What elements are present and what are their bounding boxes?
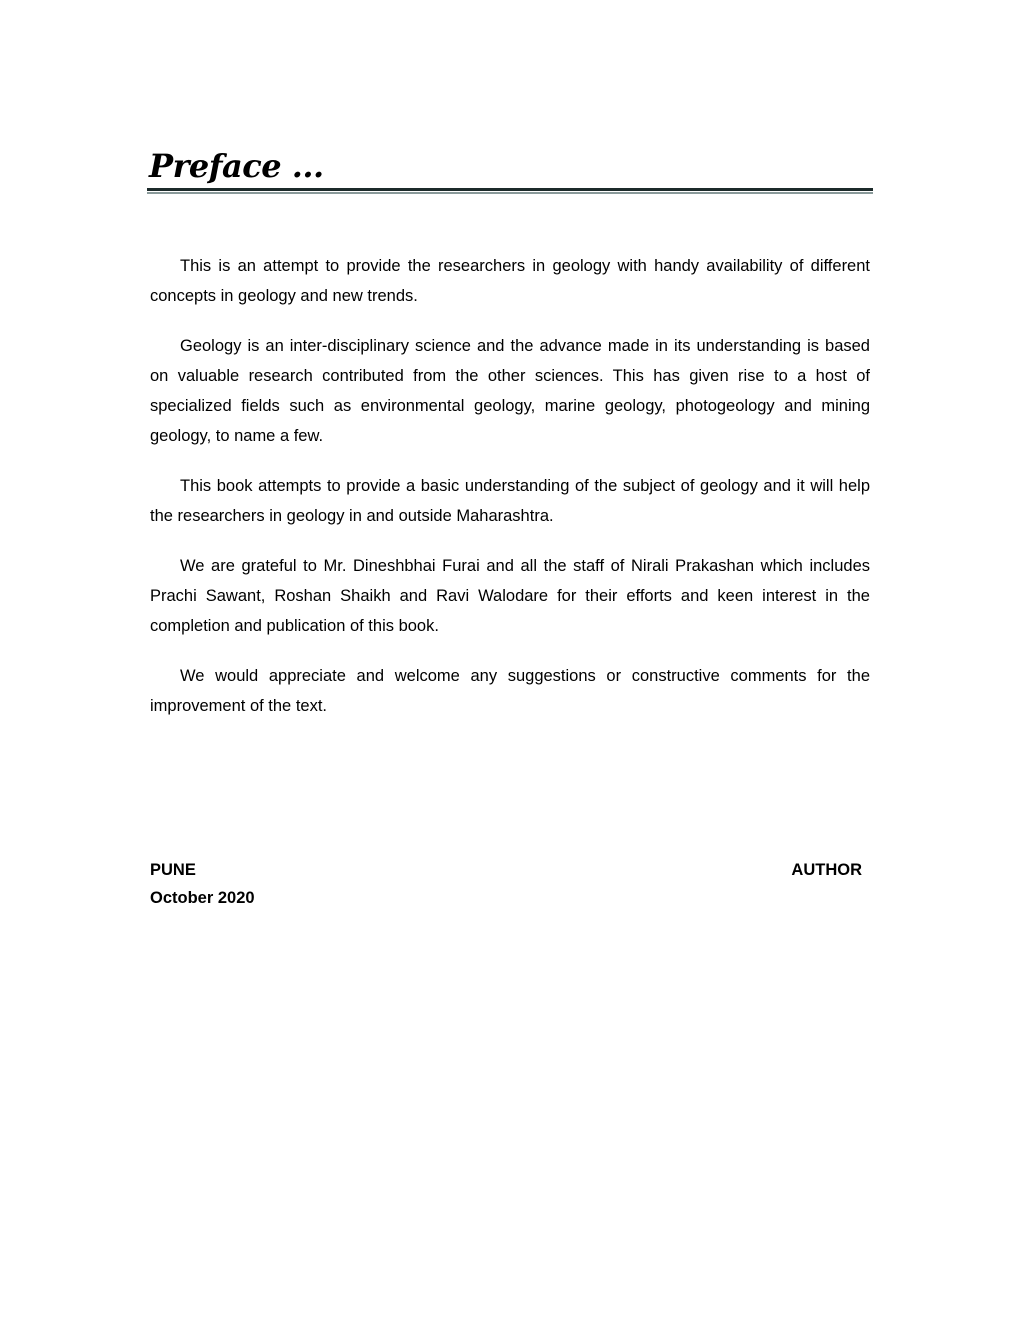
title-underline (147, 188, 873, 191)
paragraph-1: This is an attempt to provide the researchers in geology with handy availability of different concepts in geology and new trends. (150, 257, 870, 305)
signature-place-date (150, 856, 255, 912)
signature-author: AUTHOR (791, 861, 862, 879)
signature-place: PUNE (150, 861, 196, 879)
paragraph-3: This book attempts to provide a basic understanding of the subject of geology and it will help the researchers in geology in and outside Maharashtra. (150, 477, 870, 525)
preface-body (150, 251, 870, 741)
paragraph-2: Geology is an inter-disciplinary science and the advance made in its understanding is based on valuable research contributed from the other sciences. This has given rise to a host of specialized fields such as environmental geology, marine geology, photogeology and mining geology, to name a few. (150, 337, 870, 445)
paragraph-5: We would appreciate and welcome any suggestions or constructive comments for the improvement of the text. (150, 667, 870, 715)
title-underline-shadow (147, 192, 873, 194)
signature-date: October 2020 (150, 889, 255, 907)
page-title: Preface ... (149, 147, 324, 185)
paragraph-4: We are grateful to Mr. Dineshbhai Furai and all the staff of Nirali Prakashan which includes Prachi Sawant, Roshan Shaikh and Ravi Walodare for their efforts and keen interest in the completion and publication of this book. (150, 557, 870, 635)
